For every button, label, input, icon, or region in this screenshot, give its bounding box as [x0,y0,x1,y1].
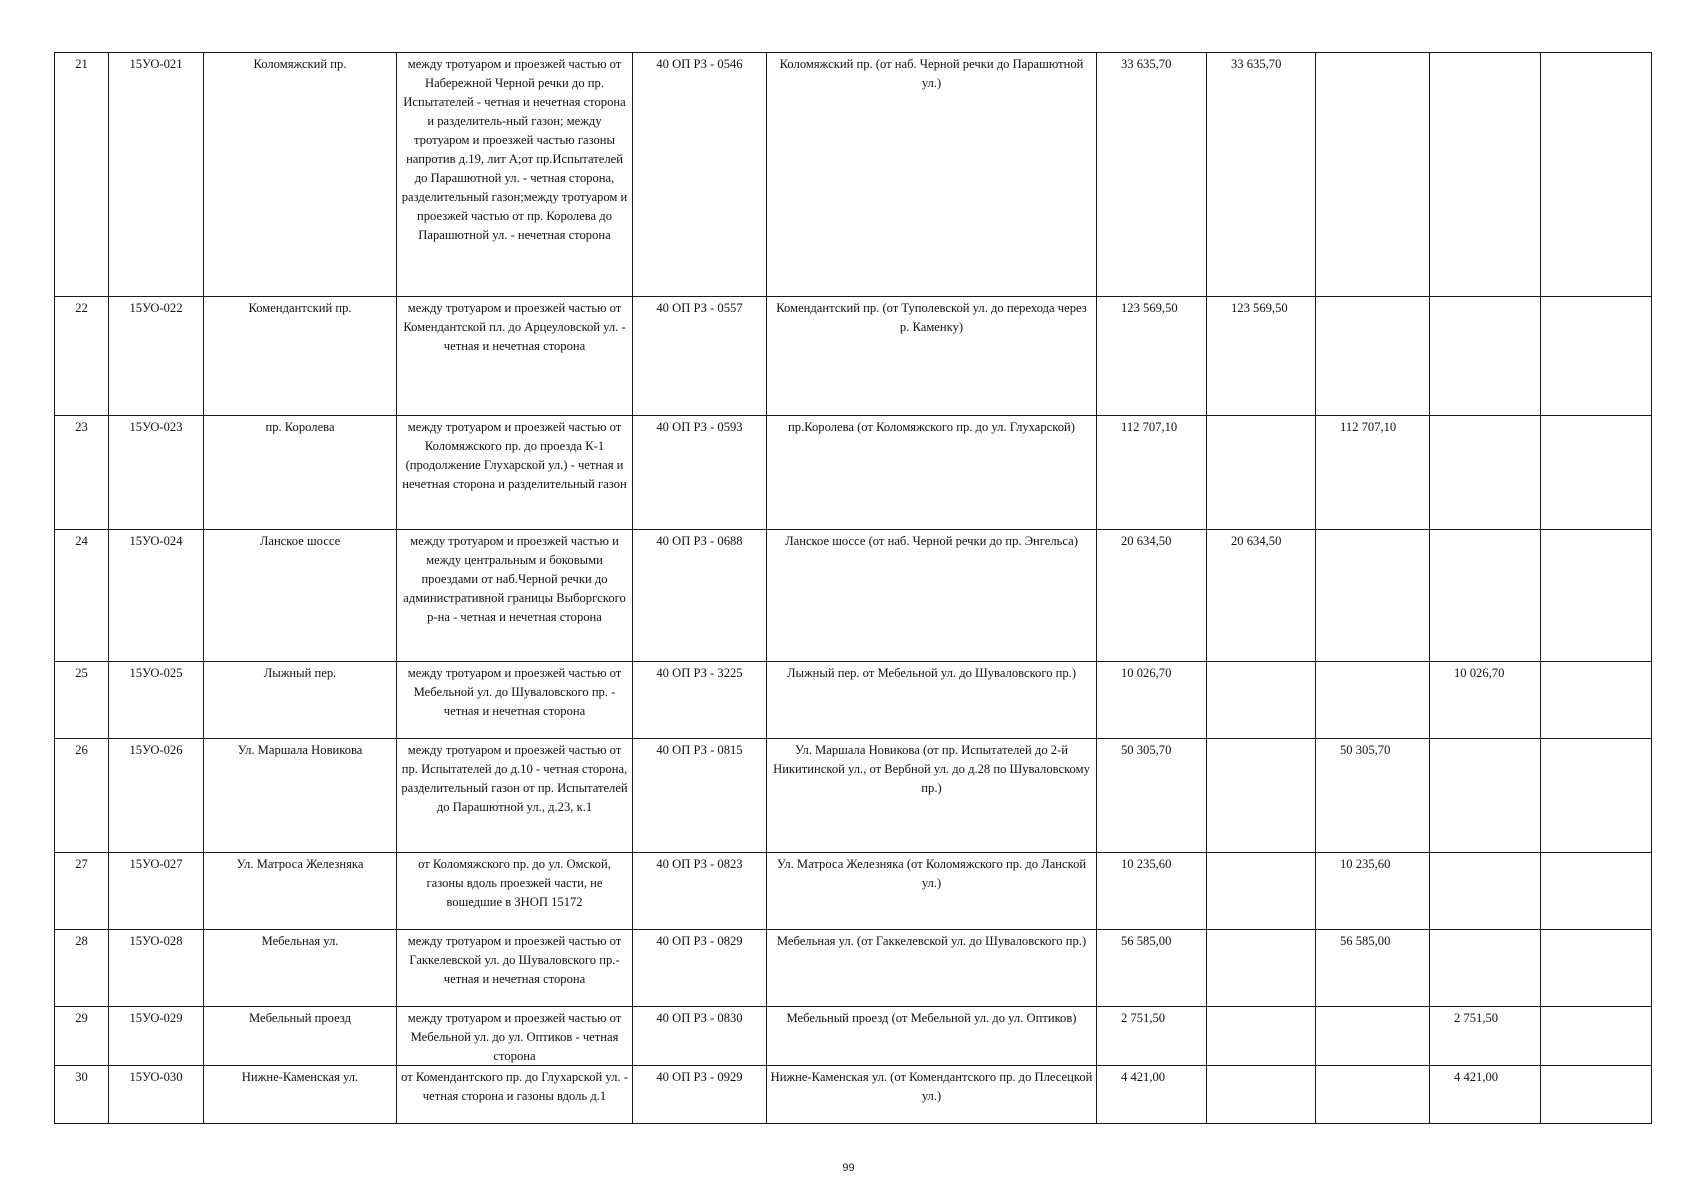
area-total-text: 123 569,50 [1121,301,1178,315]
area-col-2 [1316,930,1430,1007]
road-description-text: Ул. Маршала Новикова (от пр. Испытателей до 2-й Никитинской ул., от Вербной ул. до д.28 по Шуваловскому пр.) [773,743,1090,795]
object-code [109,662,204,739]
street-name-text: Ланское шоссе [259,534,341,548]
area-col-4 [1541,930,1652,1007]
road-description [767,1007,1097,1066]
area-total-text: 20 634,50 [1121,534,1172,548]
row-number-text: 30 [75,1070,88,1084]
object-code [109,416,204,530]
area-col-1-text: 123 569,50 [1231,301,1288,315]
location-description [397,1066,633,1124]
object-code-text: 15УО-028 [129,934,183,948]
location-description-text: между тротуаром и проезжей частью от Набережной Черной речки до пр. Испытателей - четная и нечетная сторона и разделитель-ный газон; между тротуаром и проезжей частью газоны напротив д.19, лит А;от пр.Испытателей до Парашютной ул. - четная сторона, разделительный газон;между тротуаром и проезжей частью от пр. Королева до Парашютной ул. - нечетная сторона [401,57,628,242]
road-description [767,853,1097,930]
area-col-3 [1430,662,1541,739]
area-col-2 [1316,1066,1430,1124]
area-col-3 [1430,53,1541,297]
area-col-2 [1316,297,1430,416]
road-id [633,853,767,930]
area-total-text: 33 635,70 [1121,57,1172,71]
street-name-text: Мебельная ул. [261,934,339,948]
road-description [767,739,1097,853]
location-description-text: между тротуаром и проезжей частью от Мебельной ул. до ул. Оптиков - четная сторона [407,1011,622,1063]
road-description-text: Коломяжский пр. (от наб. Черной речки до Парашютной ул.) [779,57,1084,90]
area-col-4 [1541,53,1652,297]
road-id-text: 40 ОП РЗ - 0815 [656,743,743,757]
road-description [767,930,1097,1007]
object-code-text: 15УО-025 [129,666,183,680]
area-col-3 [1430,853,1541,930]
street-name [204,662,397,739]
street-name [204,853,397,930]
road-description-text: Ланское шоссе (от наб. Черной речки до пр. Энгельса) [785,534,1078,548]
area-total [1097,739,1207,853]
location-description [397,853,633,930]
street-name-text: Коломяжский пр. [253,57,347,71]
street-name [204,1066,397,1124]
row-number [55,530,109,662]
object-code [109,739,204,853]
street-name-text: Нижне-Каменская ул. [241,1070,359,1084]
table-row [55,530,1652,662]
object-code-text: 15УО-027 [129,857,183,871]
area-col-2-text: 112 707,10 [1340,420,1397,434]
street-name [204,416,397,530]
table-row [55,53,1652,297]
location-description [397,297,633,416]
area-total-text: 10 026,70 [1121,666,1172,680]
area-col-3 [1430,1066,1541,1124]
street-name [204,1007,397,1066]
area-col-3-text: 2 751,50 [1454,1011,1499,1025]
row-number [55,1007,109,1066]
row-number [55,739,109,853]
street-name-text: Лыжный пер. [263,666,337,680]
area-col-2-text: 50 305,70 [1340,743,1391,757]
street-name [204,530,397,662]
location-description [397,739,633,853]
area-col-1 [1207,53,1316,297]
table-body [55,53,1652,1124]
road-id [633,297,767,416]
location-description [397,53,633,297]
area-col-4 [1541,739,1652,853]
road-id-text: 40 ОП РЗ - 0830 [656,1011,743,1025]
road-description-text: Нижне-Каменская ул. (от Комендантского пр. до Плесецкой ул.) [770,1070,1093,1103]
road-description-text: Мебельный проезд (от Мебельной ул. до ул. Оптиков) [786,1011,1077,1025]
area-col-2 [1316,853,1430,930]
area-col-3 [1430,1007,1541,1066]
row-number [55,416,109,530]
road-description-text: Мебельная ул. (от Гаккелевской ул. до Шуваловского пр.) [776,934,1087,948]
road-id-text: 40 ОП РЗ - 0688 [656,534,743,548]
road-description [767,297,1097,416]
road-id-text: 40 ОП РЗ - 3225 [656,666,743,680]
location-description-text: между тротуаром и проезжей частью от Гаккелевской ул. до Шуваловского пр.- четная и нечетная сторона [407,934,622,986]
area-col-1 [1207,930,1316,1007]
area-col-3 [1430,930,1541,1007]
object-code-text: 15УО-026 [129,743,183,757]
location-description-text: между тротуаром и проезжей частью от Комендантской пл. до Арцеуловской ул. - четная и нечетная сторона [403,301,626,353]
area-col-1-text: 20 634,50 [1231,534,1282,548]
row-number [55,662,109,739]
location-description-text: от Коломяжского пр. до ул. Омской, газоны вдоль проезжей части, не вошедшие в ЗНОП 15172 [418,857,611,909]
table-row [55,1066,1652,1124]
object-code-text: 15УО-023 [129,420,183,434]
row-number-text: 26 [75,743,88,757]
area-col-1-text: 33 635,70 [1231,57,1282,71]
area-col-4 [1541,416,1652,530]
street-name-text: Комендантский пр. [248,301,352,315]
area-col-3 [1430,416,1541,530]
location-description [397,662,633,739]
object-code-text: 15УО-021 [129,57,183,71]
row-number [55,53,109,297]
row-number-text: 21 [75,57,88,71]
road-description-text: Ул. Матроса Железняка (от Коломяжского пр. до Ланской ул.) [776,857,1087,890]
area-col-1 [1207,739,1316,853]
location-description [397,930,633,1007]
area-col-4 [1541,662,1652,739]
location-description-text: от Комендантского пр. до Глухарской ул. - четная сторона и газоны вдоль д.1 [401,1070,628,1103]
street-name-text: пр. Королева [265,420,335,434]
table-row [55,416,1652,530]
road-description-text: Лыжный пер. от Мебельной ул. до Шуваловского пр.) [786,666,1077,680]
table-row [55,297,1652,416]
area-total [1097,297,1207,416]
row-number-text: 22 [75,301,88,315]
location-description [397,416,633,530]
road-description [767,530,1097,662]
area-col-3 [1430,530,1541,662]
registry-table [54,52,1652,1124]
area-col-2 [1316,530,1430,662]
road-id-text: 40 ОП РЗ - 0829 [656,934,743,948]
area-col-2 [1316,53,1430,297]
area-col-4 [1541,1007,1652,1066]
road-id [633,930,767,1007]
road-description [767,662,1097,739]
area-col-4 [1541,1066,1652,1124]
row-number [55,853,109,930]
location-description-text: между тротуаром и проезжей частью от Мебельной ул. до Шуваловского пр. - четная и нечетная сторона [407,666,622,718]
table-row [55,1007,1652,1066]
location-description [397,1007,633,1066]
object-code [109,53,204,297]
area-col-1 [1207,1007,1316,1066]
area-total [1097,853,1207,930]
area-total [1097,1066,1207,1124]
area-col-3 [1430,297,1541,416]
road-id [633,1007,767,1066]
street-name-text: Ул. Маршала Новикова [237,743,363,757]
road-id-text: 40 ОП РЗ - 0593 [656,420,743,434]
street-name [204,53,397,297]
area-col-2 [1316,739,1430,853]
area-total-text: 4 421,00 [1121,1070,1166,1084]
object-code [109,297,204,416]
object-code [109,530,204,662]
area-col-2 [1316,1007,1430,1066]
area-col-1 [1207,1066,1316,1124]
road-id [633,530,767,662]
object-code-text: 15УО-030 [129,1070,183,1084]
row-number-text: 29 [75,1011,88,1025]
area-total-text: 56 585,00 [1121,934,1172,948]
row-number [55,297,109,416]
row-number-text: 24 [75,534,88,548]
street-name-text: Ул. Матроса Железняка [236,857,364,871]
road-description-text: Комендантский пр. (от Туполевской ул. до перехода через р. Каменку) [776,301,1087,334]
object-code-text: 15УО-022 [129,301,183,315]
area-total [1097,1007,1207,1066]
area-col-4 [1541,297,1652,416]
table-row [55,853,1652,930]
object-code [109,853,204,930]
road-id-text: 40 ОП РЗ - 0929 [656,1070,743,1084]
area-col-3-text: 4 421,00 [1454,1070,1499,1084]
road-description [767,1066,1097,1124]
road-description [767,416,1097,530]
area-total [1097,53,1207,297]
area-col-4 [1541,853,1652,930]
row-number-text: 28 [75,934,88,948]
area-col-1 [1207,662,1316,739]
row-number-text: 25 [75,666,88,680]
row-number [55,1066,109,1124]
table-row [55,739,1652,853]
road-id-text: 40 ОП РЗ - 0546 [656,57,743,71]
road-id [633,53,767,297]
area-col-2-text: 56 585,00 [1340,934,1391,948]
table-row [55,662,1652,739]
area-col-3-text: 10 026,70 [1454,666,1505,680]
area-total-text: 2 751,50 [1121,1011,1166,1025]
street-name [204,930,397,1007]
table-row [55,930,1652,1007]
road-description-text: пр.Королева (от Коломяжского пр. до ул. Глухарской) [788,420,1075,434]
row-number-text: 23 [75,420,88,434]
road-id [633,662,767,739]
page-number: 99 [842,1162,855,1174]
road-id [633,1066,767,1124]
area-total [1097,662,1207,739]
object-code-text: 15УО-029 [129,1011,183,1025]
location-description-text: между тротуаром и проезжей частью от пр. Испытателей до д.10 - четная сторона, разделительный газон от пр. Испытателей до Парашютной ул., д.23, к.1 [401,743,628,814]
road-id-text: 40 ОП РЗ - 0823 [656,857,743,871]
road-id [633,739,767,853]
area-col-2 [1316,662,1430,739]
location-description-text: между тротуаром и проезжей частью и между центральным и боковыми проездами от наб.Черной речки до административной границы Выборгского р-на - четная и нечетная сторона [403,534,626,624]
area-total [1097,530,1207,662]
area-total-text: 112 707,10 [1121,420,1178,434]
road-description [767,53,1097,297]
row-number-text: 27 [75,857,88,871]
road-id [633,416,767,530]
row-number [55,930,109,1007]
street-name [204,739,397,853]
area-total [1097,416,1207,530]
area-col-1 [1207,416,1316,530]
area-total-text: 50 305,70 [1121,743,1172,757]
object-code [109,1007,204,1066]
object-code-text: 15УО-024 [129,534,183,548]
street-name [204,297,397,416]
street-name-text: Мебельный проезд [249,1011,351,1025]
road-id-text: 40 ОП РЗ - 0557 [656,301,743,315]
location-description-text: между тротуаром и проезжей частью от Коломяжского пр. до проезда К-1 (продолжение Глухарской ул.) - четная и нечетная сторона и разделительный газон [402,420,627,491]
location-description [397,530,633,662]
area-total-text: 10 235,60 [1121,857,1172,871]
area-col-1 [1207,853,1316,930]
area-col-4 [1541,530,1652,662]
area-col-1 [1207,297,1316,416]
area-col-2 [1316,416,1430,530]
area-col-2-text: 10 235,60 [1340,857,1391,871]
area-col-1 [1207,530,1316,662]
area-total [1097,930,1207,1007]
object-code [109,1066,204,1124]
object-code [109,930,204,1007]
area-col-3 [1430,739,1541,853]
